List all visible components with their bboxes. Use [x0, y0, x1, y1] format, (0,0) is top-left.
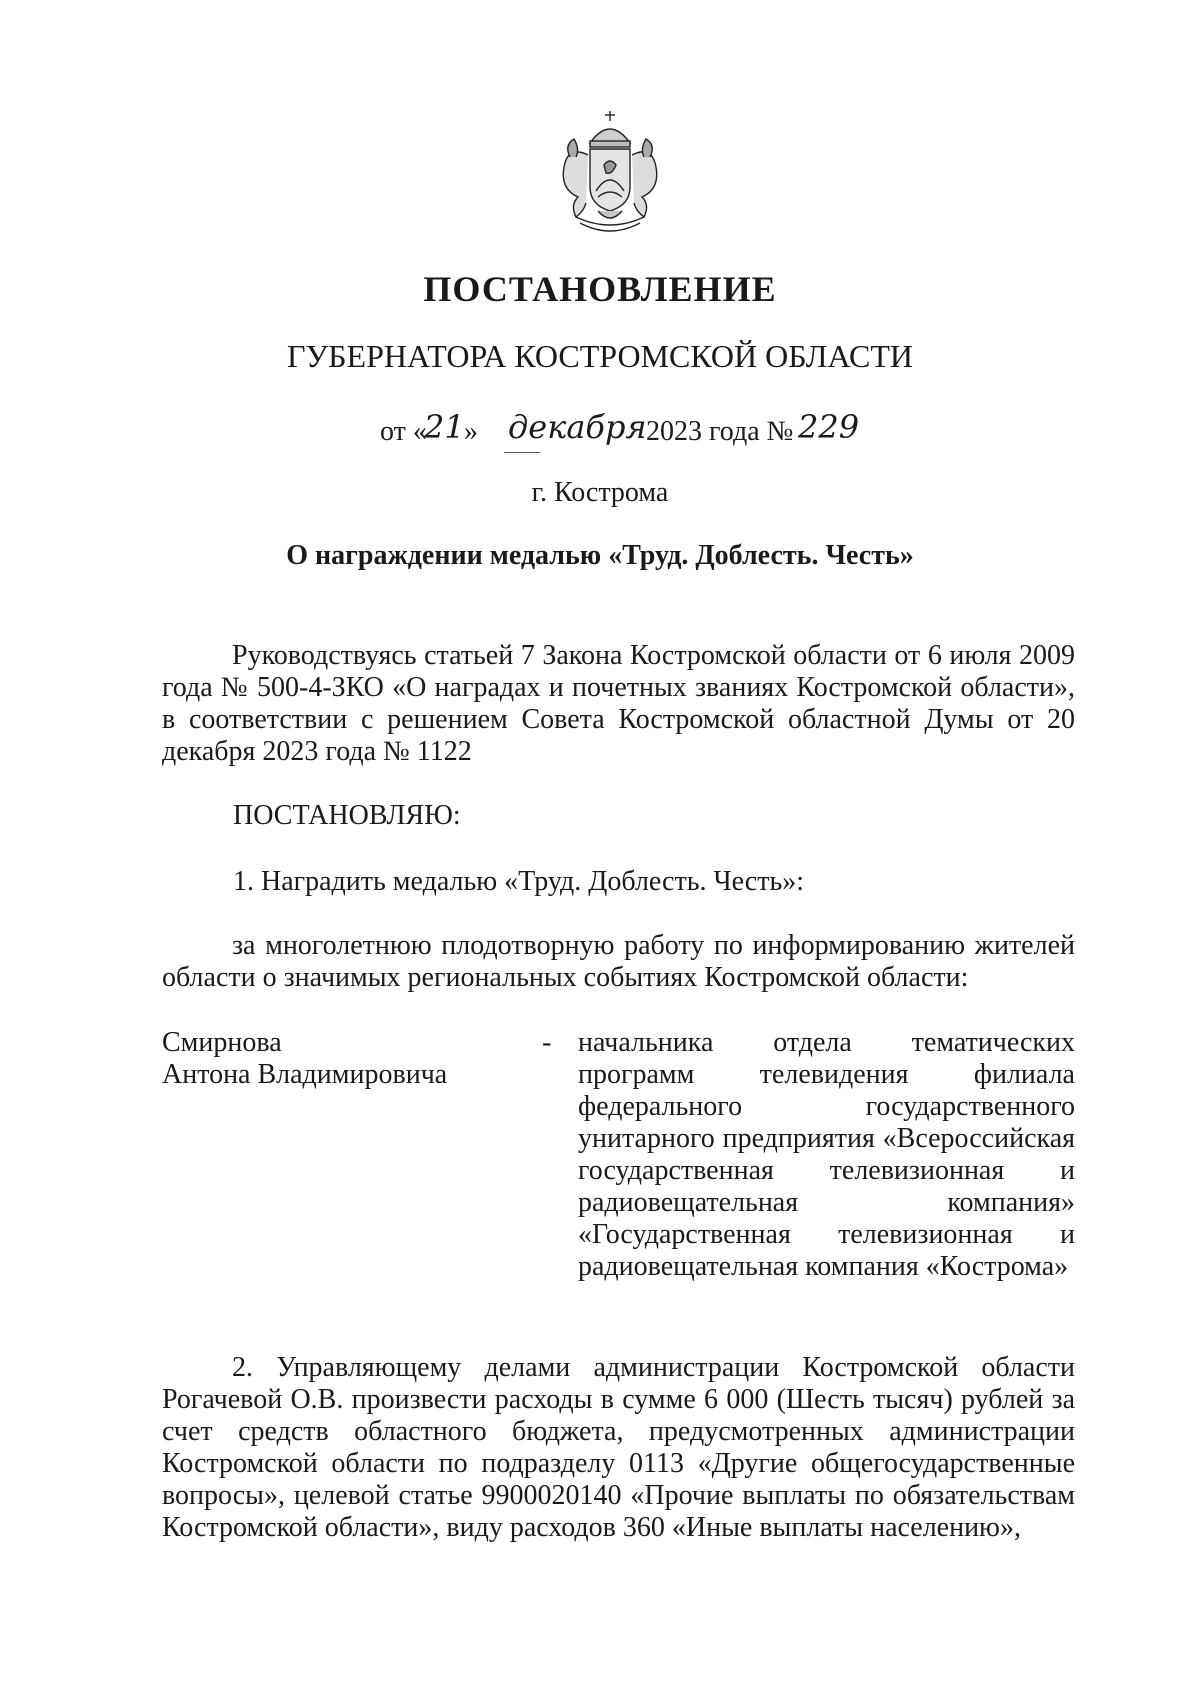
awardee-name — [162, 1027, 482, 1091]
date-underline — [504, 452, 540, 453]
date-day-close: » — [464, 416, 478, 447]
awardee-surname: Смирнова — [162, 1027, 282, 1058]
city: г. Кострома — [531, 477, 669, 508]
preamble-paragraph: Руководствуясь статьей 7 Закона Костромской области от 6 июля 2009 года № 500-4-ЗКО «О наградах и почетных званиях Костромской области», в соответствии с решением Совета Костромской областной Думы от 20 декабря 2023 года № 1122 — [162, 640, 1075, 767]
date-line — [380, 408, 980, 462]
date-month: декабря — [508, 408, 647, 446]
resolve-label: ПОСТАНОВЛЯЮ: — [233, 800, 461, 831]
date-day: 21 — [424, 408, 465, 446]
awardee-position: начальника отдела тематических программ телевидения филиала федерального государственного унитарного предприятия «Всероссийская государственная телевизионная и радиовещательная компания» «Государственная телевизионная и радиовещательная компания «Кострома» — [578, 1027, 1075, 1282]
document-heading: О награждении медалью «Труд. Доблесть. Честь» — [286, 540, 914, 571]
award-reason-paragraph: за многолетнюю плодотворную работу по информированию жителей области о значимых региональных событиях Костромской области: — [162, 930, 1075, 993]
item-1: 1. Наградить медалью «Труд. Доблесть. Честь»: — [233, 866, 805, 897]
document-title: ПОСТАНОВЛЕНИЕ — [423, 269, 777, 309]
date-prefix: от « — [380, 416, 427, 447]
coat-of-arms-icon — [540, 105, 680, 245]
item-2-paragraph: 2. Управляющему делами администрации Костромской области Рогачевой О.В. произвести расходы в сумме 6 000 (Шесть тысяч) рублей за счет средств областного бюджета, предусмотренных администрации Костромской области по подразделу 0113 «Другие общегосударственные вопросы», целевой статье 9900020140 «Прочие выплаты по обязательствам Костромской области», виду расходов 360 «Иные выплаты населению», — [162, 1352, 1075, 1543]
date-year: 2023 года № — [646, 416, 794, 447]
awardee-dash: - — [542, 1027, 552, 1058]
awardee-given-names: Антона Владимировича — [162, 1059, 448, 1090]
document-subtitle: ГУБЕРНАТОРА КОСТРОМСКОЙ ОБЛАСТИ — [286, 338, 914, 374]
document-number: 229 — [798, 408, 860, 446]
